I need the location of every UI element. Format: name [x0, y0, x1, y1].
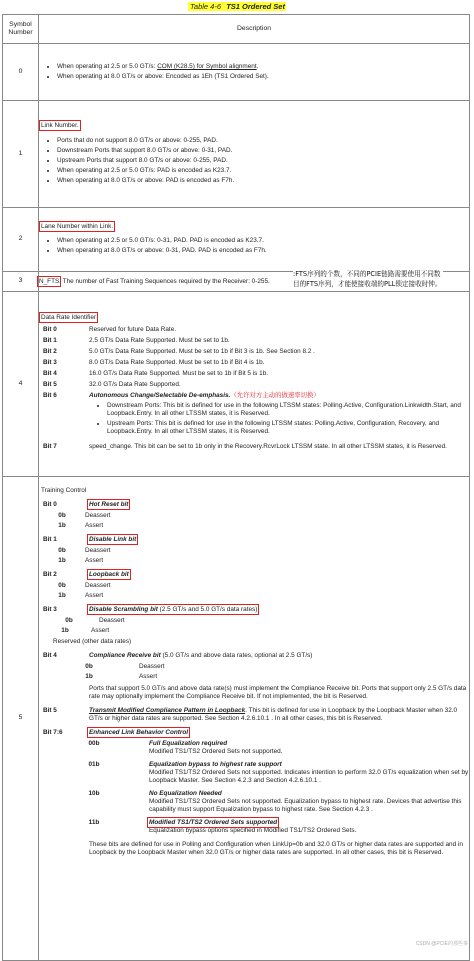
bit-row: Bit 3 8.0 GT/s Data Rate Supported. Must be set to 1b if Bit 4 is 1b. — [43, 359, 265, 366]
bit-row: Bit 7 speed_change. This bit can be set to 1b only in the Recovery.RcvrLock LTSSM state. In all other LTSSM states, it is Reserved. — [43, 443, 447, 450]
symbol-number: 0 — [3, 44, 39, 101]
table-row — [3, 292, 470, 477]
bit-row: Bit 1 Disable Link bit — [43, 536, 137, 543]
modified-ts-supported: Modified TS1/TS2 Ordered Sets supported — [149, 819, 278, 826]
list-item: • Downstream Ports that support 8.0 GT/s or above: 0-31, PAD. — [57, 147, 469, 155]
table-row: 3 N_FTS. The number of Fast Training Sequences required by the Receiver: 0-255. :FTS序列的个数，不同的PCIE链路需要使用不同数目的FTS序列，才能使接收端的PLL锁定接收时钟。 — [3, 272, 470, 292]
disable-scrambling-bit: Disable Scrambling bit — [89, 606, 158, 613]
bit-row: Bit 5 32.0 GT/s Data Rate Supported. — [43, 381, 181, 388]
symbol-number: 4 — [3, 292, 39, 477]
lane-number-heading: Lane Number within Link. — [41, 222, 114, 230]
symbol-number: 5 — [3, 477, 39, 961]
bit-row: Bit 5 Transmit Modified Compliance Pattern in Loopback. This bit is defined for use in Loopback by the Loopback Master when 32.0 GT/s or higher data rates are supported. See Section 4.2.6.10.1 . In all other cases, this bit is Reserved. — [43, 707, 458, 722]
bit-row: Bit 1 2.5 GT/s Data Rate Supported. Must be set to 1b. — [43, 337, 230, 344]
loopback-bit: Loopback bit — [89, 571, 129, 578]
table-row — [3, 101, 470, 208]
list-item: • When operating at 2.5 or 5.0 GT/s: COM (K28.5) for Symbol alignment. — [57, 63, 469, 71]
hot-reset-bit: Hot Reset bit — [89, 501, 129, 508]
header-description: Description — [39, 15, 470, 44]
option-row: 00b Full Equalization required Modified TS1/TS2 Ordered Sets not supported. — [88, 740, 283, 755]
bit-row: Bit 7:6 Enhanced Link Behavior Control — [43, 729, 189, 736]
table-row — [3, 44, 470, 101]
table-header-row — [3, 15, 470, 44]
option-row: 10b No Equalization Needed Modified TS1/TS2 Ordered Sets not supported. Equalization bypass to highest rate. Devices that advertise this capability must support Equalization bypass to highest rate. See Section 4.2.3 . — [88, 790, 462, 813]
list-item: • When operating at 8.0 GT/s or above: PAD is encoded as F7h. — [57, 177, 469, 185]
symbol-number: 3 — [3, 272, 39, 292]
data-rate-heading: Data Rate Identifier — [41, 314, 97, 321]
symbol-number: 2 — [3, 208, 39, 272]
symbol-number: 1 — [3, 101, 39, 208]
bit-row: Bit 3 Disable Scrambling bit (2.5 GT/s and 5.0 GT/s data rates) — [43, 606, 258, 613]
link-number-heading: Link Number. — [41, 121, 79, 129]
list-item: • When operating at 8.0 GT/s or above: 0-31, PAD. PAD is encoded as F7h. — [57, 247, 469, 255]
table-row — [3, 208, 470, 272]
bit-row: Bit 6 Autonomous Change/Selectable De-emphasis.（允许对方主动的做速率切换） • Downstream Ports: This bit is defined for use in the following LTSSM states: Polling.Active, Configuration.Linkwidth.Start, and Loopback.Entry. In all other LTSSM states, it is Reserved. • Upstream Ports: This bit is defined for use in the following LTSSM states: Polling.Active, Configuration, Recovery, and Loopback.Entry. In all other LTSSM states, it is Reserved. — [39, 392, 469, 438]
bit-row: Bit 2 5.0 GT/s Data Rate Supported. Must be set to 1b if Bit 3 is 1b. See Section 8.2 . — [43, 348, 315, 355]
header-symbol-number: Symbol Number — [3, 15, 39, 44]
table-caption: Table 4-6 TS1 Ordered Set — [190, 2, 285, 11]
list-item: • When operating at 2.5 or 5.0 GT/s: 0-31, PAD. PAD is encoded as K23.7. — [57, 237, 469, 245]
bit-row: Bit 0 Hot Reset bit — [43, 501, 129, 508]
ts1-ordered-set-table — [2, 14, 470, 961]
annotation-note: （允许对方主动的做速率切换） — [230, 392, 320, 399]
option-row: 01b Equalization bypass to highest rate support Modified TS1/TS2 Ordered Sets not supported. Indicates intention to perform 32.0 GT/s equalization when set by Loopback Master. See Section 4.2.3 and Section 4.2.6.10.1 . — [88, 761, 469, 784]
disable-link-bit: Disable Link bit — [89, 536, 137, 543]
enhanced-link-behavior-control: Enhanced Link Behavior Control — [89, 729, 189, 736]
list-item: • Upstream Ports that support 8.0 GT/s or above: 0-255, PAD. — [57, 157, 469, 165]
annotation-note: :FTS序列的个数，不同的PCIE链路需要使用不同数目的FTS序列，才能使接收端的PLL锁定接收时钟。 — [293, 270, 442, 289]
training-control-heading: Training Control — [41, 487, 87, 494]
watermark: CSDN @PCIE的那些事 — [415, 940, 468, 947]
n-fts-label: N_FTS — [39, 277, 60, 285]
table-row: 5 Training Control Bit 0 Hot Reset bit 0b Deassert 1b Assert Bit 1 Disable Link bit 0b Deassert 1b Assert Bit 2 Loopback bit 0b Deassert 1b Assert Bit 3 Disable Scrambling bit (2.5 GT/s and 5.0 GT/s data rates) 0b Deassert 1b Assert Reserved (other data rates) Bit 4 Compliance Receive bit (5.0 GT/s and above data rates, optional at 2.5 GT/s) 0b Deassert 1b Assert Ports that support 5.0 GT/s and above data rate(s) must implement the Compliance Receive bit. Ports that support only 2.5 GT/s data rate may optionally implement the Compliance Receive bit. If not implemented, the bit is Reserved. Bit 5 Transmit Modified Compliance Pattern in Loopback. This bit is defined for use in Loopback by the Loopback Master when 32.0 GT/s or higher data rates are supported. See Section 4.2.6.10.1 . In all other cases, this bit is Reserved. Bit 7:6 Enhanced Link Behavior Control 00b Full Equalization required Modified TS1/TS2 Ordered Sets not supported. 01b Equalization bypass to highest rate support Modified TS1/TS2 Ordered Sets not supported. Indicates intention to perform 32.0 GT/s equalization when set by Loopback Master. See Section 4.2.3 and Section 4.2.6.10.1 . 10b No Equalization Needed Modified TS1/TS2 Ordered Sets not supported. Equalization bypass to highest rate. Devices that advertise this capability must support Equalization bypass to highest rate. See Section 4.2.3 . 11b Modified TS1/TS2 Ordered Sets supported Equalization bypass options specified in Modified TS1/TS2 Ordered Sets. These bits are defined for use in Polling and Configuration when LinkUp=0b and 32.0 GT/s or higher data rates are supported and in Loopback by the Loopback Master when 32.0 GT/s or higher data rates are supported. In all other cases, this bit is Reserved. — [3, 477, 470, 961]
list-item: • When operating at 8.0 GT/s or above: Encoded as 1Eh (TS1 Ordered Set). — [57, 73, 469, 81]
list-item: • When operating at 2.5 or 5.0 GT/s: PAD is encoded as K23.7. — [57, 167, 469, 175]
list-item: • Ports that do not support 8.0 GT/s or above: 0-255, PAD. — [57, 137, 469, 145]
bit-row: Bit 4 16.0 GT/s Data Rate Supported. Must be set to 1b if Bit 5 is 1b. — [43, 370, 269, 377]
bit-row: Bit 2 Loopback bit — [43, 571, 129, 578]
bit-row: Bit 0 Reserved for future Data Rate. — [43, 326, 177, 333]
link-number-list — [39, 137, 469, 185]
list-item: • Downstream Ports: This bit is defined for use in the following LTSSM states: Polling.Active, Configuration.Linkwidth.Start, and Loopback.Entry. In all other LTSSM states, it is Reserved. — [107, 402, 469, 418]
list-item: • Upstream Ports: This bit is defined for use in the following LTSSM states: Polling.Active, Configuration, Recovery, and Loopback.Entry. In all other LTSSM states, it is Reserved. — [107, 420, 469, 436]
option-row: 11b Modified TS1/TS2 Ordered Sets supported Equalization bypass options specified in Modified TS1/TS2 Ordered Sets. — [88, 819, 357, 834]
bit-row: Bit 4 Compliance Receive bit (5.0 GT/s and above data rates, optional at 2.5 GT/s) — [43, 652, 313, 659]
